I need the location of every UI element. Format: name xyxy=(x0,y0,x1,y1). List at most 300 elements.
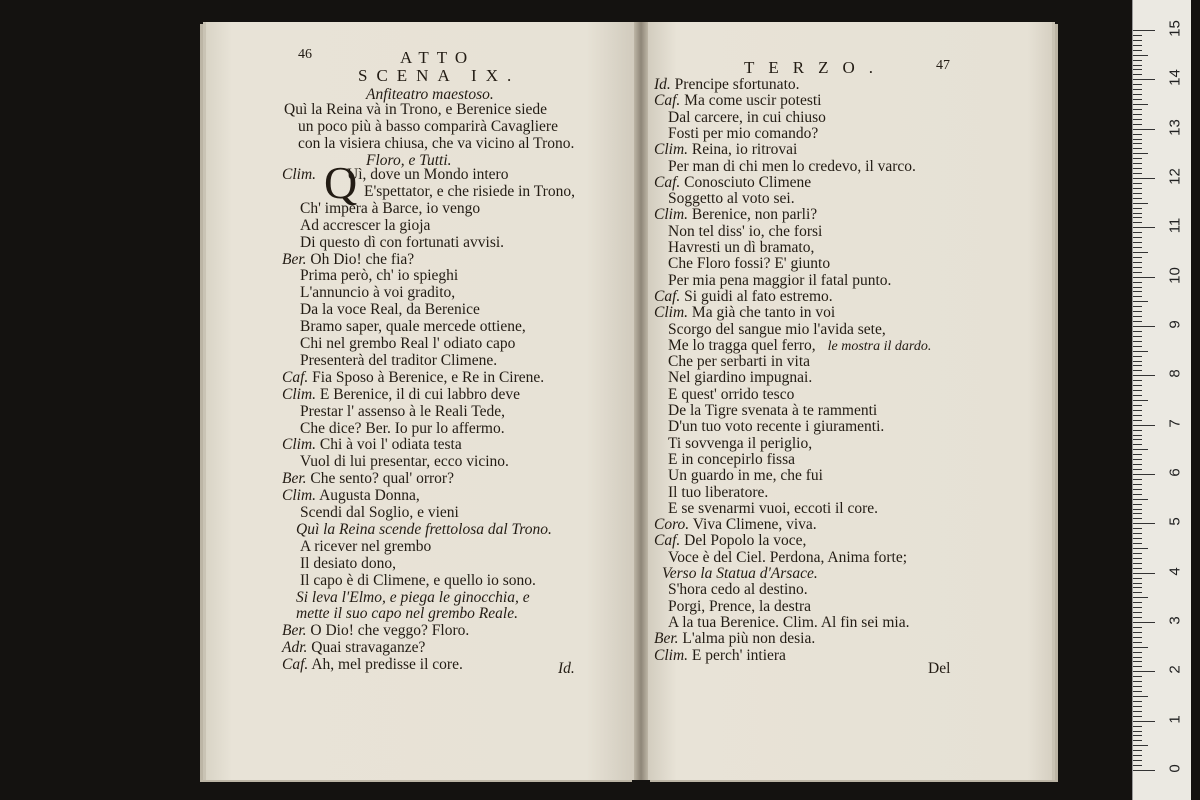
verse-line xyxy=(654,141,797,158)
ruler-tick xyxy=(1133,533,1142,534)
line-text: E in concepirlo fissa xyxy=(668,450,795,468)
ruler-number: 7 xyxy=(1166,418,1184,428)
verse-line xyxy=(296,589,530,606)
verse-line xyxy=(282,639,425,656)
line-text: Oh Dio! che fia? xyxy=(310,250,415,268)
speaker-label: Clim. xyxy=(654,206,689,224)
line-text: Augusta Donna, xyxy=(319,487,420,505)
verse-line xyxy=(296,605,518,622)
verse-line xyxy=(282,251,414,268)
line-text: Fosti per mio comando? xyxy=(668,124,819,142)
ruler-tick xyxy=(1133,143,1142,144)
verse-line xyxy=(668,581,808,598)
ruler-tick xyxy=(1133,509,1142,510)
ruler-tick xyxy=(1133,716,1142,717)
stage-direction-line: Quì la Reina và in Trono, e Berenice siede xyxy=(284,101,548,118)
ruler-number: 0 xyxy=(1166,764,1184,773)
verse-line xyxy=(668,418,884,435)
ruler-tick xyxy=(1133,232,1142,233)
ruler-tick xyxy=(1133,129,1155,130)
ruler-tick xyxy=(1133,124,1142,125)
ruler-tick xyxy=(1133,346,1142,347)
ruler-tick xyxy=(1133,252,1148,253)
ruler-tick xyxy=(1133,592,1142,593)
ruler-tick xyxy=(1133,178,1155,179)
ruler-tick xyxy=(1133,390,1142,391)
line-text: Havresti un dì bramato, xyxy=(668,239,815,256)
line-text: Vuol di lui presentar, ecco vicino. xyxy=(300,453,509,471)
ruler-number: 4 xyxy=(1166,566,1184,576)
line-text: Il tuo liberatore. xyxy=(668,483,769,501)
ruler-tick xyxy=(1133,553,1142,554)
ruler-tick xyxy=(1133,622,1155,623)
speaker-label: Clim. xyxy=(282,436,317,454)
verse-line xyxy=(668,435,812,452)
ruler-tick xyxy=(1133,479,1142,480)
ruler-tick xyxy=(1133,84,1142,85)
ruler-tick xyxy=(1133,341,1142,342)
speaker-label: Caf. xyxy=(654,92,681,110)
verse-line xyxy=(296,521,552,538)
verse-line xyxy=(654,516,817,533)
line-text: Scendi dal Soglio, e vieni xyxy=(300,504,459,521)
ruler-tick xyxy=(1133,203,1148,204)
verse-line xyxy=(300,335,515,352)
verse-line xyxy=(668,386,794,403)
ruler-tick xyxy=(1133,198,1142,199)
ruler-tick xyxy=(1133,647,1148,648)
line-text: Di questo dì con fortunati avvisi. xyxy=(300,233,505,251)
speaker-label: Id. xyxy=(654,76,671,93)
ruler-tick xyxy=(1133,740,1142,741)
ruler-tick xyxy=(1133,60,1142,61)
verse-line xyxy=(364,183,575,200)
ruler-tick xyxy=(1133,385,1142,386)
ruler-tick xyxy=(1133,439,1142,440)
ruler-tick xyxy=(1133,395,1142,396)
ruler-tick xyxy=(1133,632,1142,633)
verse-line xyxy=(654,206,817,223)
speaker-label: Clim. xyxy=(654,141,689,159)
speaker-label: Ber. xyxy=(282,622,307,640)
speaker-label: Clim. xyxy=(282,385,317,403)
ruler-tick xyxy=(1133,35,1142,36)
line-text: Voce è del Ciel. Perdona, Anima forte; xyxy=(668,548,908,566)
ruler-tick xyxy=(1133,499,1148,500)
ruler-tick xyxy=(1133,538,1142,539)
ruler-tick xyxy=(1133,671,1155,672)
ruler-tick xyxy=(1133,696,1148,697)
ruler-tick xyxy=(1133,237,1142,238)
verse-line xyxy=(668,369,812,386)
line-text: Uì, dove un Mondo intero xyxy=(347,166,509,183)
ruler-tick xyxy=(1133,415,1142,416)
verse-line xyxy=(668,500,878,517)
speaker-label: Coro. xyxy=(654,516,690,534)
ruler-tick xyxy=(1133,464,1142,465)
ruler-tick xyxy=(1133,755,1142,756)
ruler-tick xyxy=(1133,183,1142,184)
line-text: Prima però, ch' io spieghi xyxy=(300,267,459,285)
verse-line xyxy=(282,622,469,639)
ruler-tick xyxy=(1133,691,1142,692)
line-text: Il desiato dono, xyxy=(300,554,396,572)
ruler-tick xyxy=(1133,721,1155,722)
verse-line xyxy=(300,504,459,521)
ruler-tick xyxy=(1133,528,1142,529)
ruler-tick xyxy=(1133,405,1142,406)
ruler-number: 8 xyxy=(1166,369,1184,378)
line-text: De la Tigre svenata à te rammenti xyxy=(668,402,878,419)
measuring-ruler xyxy=(1132,0,1191,800)
ruler-tick xyxy=(1133,726,1142,727)
verse-line xyxy=(668,223,822,240)
ruler-tick xyxy=(1133,148,1142,149)
verse-line xyxy=(300,318,526,335)
line-text: Conosciuto Climene xyxy=(684,173,812,191)
ruler-tick xyxy=(1133,262,1142,263)
line-text: Bramo saper, quale mercede ottiene, xyxy=(300,318,526,336)
ruler-tick xyxy=(1133,208,1142,209)
ruler-tick xyxy=(1133,637,1142,638)
ruler-tick xyxy=(1133,681,1142,682)
stage-aside: le mostra il dardo. xyxy=(827,338,932,354)
ruler-tick xyxy=(1133,410,1142,411)
ruler-number: 10 xyxy=(1166,266,1184,284)
line-text: Ma come uscir potesti xyxy=(684,92,822,110)
ruler-tick xyxy=(1133,291,1142,292)
verse-line xyxy=(654,288,833,305)
ruler-tick xyxy=(1133,45,1142,46)
ruler-tick xyxy=(1133,474,1155,475)
ruler-tick xyxy=(1133,430,1142,431)
ruler-number: 5 xyxy=(1166,517,1184,526)
ruler-tick xyxy=(1133,597,1148,598)
verse-line xyxy=(668,467,823,484)
ruler-tick xyxy=(1133,607,1142,608)
ruler-tick xyxy=(1133,563,1142,564)
verse-line xyxy=(668,239,814,256)
ruler-tick xyxy=(1133,257,1142,258)
line-text: Scorgo del sangue mio l'avida sete, xyxy=(668,320,886,338)
verse-line xyxy=(668,190,795,207)
ruler-tick xyxy=(1133,94,1142,95)
ruler-tick xyxy=(1133,109,1142,110)
verse-line xyxy=(654,174,811,191)
line-text: A la tua Berenice. Clim. Al fin sei mia. xyxy=(668,613,910,631)
line-text: Soggetto al voto sei. xyxy=(668,190,795,208)
ruler-tick xyxy=(1133,706,1142,707)
ruler-tick xyxy=(1133,583,1142,584)
ruler-tick xyxy=(1133,99,1142,100)
ruler-tick xyxy=(1133,400,1148,401)
ruler-tick xyxy=(1133,153,1148,154)
line-text: D'un tuo voto recente i giuramenti. xyxy=(668,418,885,436)
ruler-tick xyxy=(1133,459,1142,460)
ruler-tick xyxy=(1133,657,1142,658)
line-text: Viva Climene, viva. xyxy=(692,516,817,534)
line-text: Non tel diss' io, che forsi xyxy=(668,222,823,240)
line-text: E quest' orrido tesco xyxy=(668,385,795,403)
line-text: L'annuncio à voi gradito, xyxy=(300,284,456,302)
ruler-tick xyxy=(1133,351,1148,352)
ruler-tick xyxy=(1133,188,1142,189)
ruler-tick xyxy=(1133,454,1142,455)
verse-line xyxy=(654,304,835,321)
ruler-tick xyxy=(1133,163,1142,164)
line-text: L'alma più non desia. xyxy=(682,630,816,648)
verse-line xyxy=(300,234,504,251)
ruler-tick xyxy=(1133,548,1148,549)
ruler-tick xyxy=(1133,227,1155,228)
ruler-tick xyxy=(1133,79,1155,80)
verse-line xyxy=(300,403,505,420)
ruler-tick xyxy=(1133,316,1142,317)
ruler-tick xyxy=(1133,272,1142,273)
line-text: Che sento? qual' orror? xyxy=(310,470,454,488)
verse-line xyxy=(282,470,454,487)
ruler-tick xyxy=(1133,65,1142,66)
ruler-tick xyxy=(1133,420,1142,421)
ruler-tick xyxy=(1133,602,1142,603)
ruler-tick xyxy=(1133,735,1142,736)
verse-line xyxy=(668,321,886,338)
ruler-tick xyxy=(1133,213,1142,214)
ruler-tick xyxy=(1133,518,1142,519)
ruler-tick xyxy=(1133,326,1155,327)
ruler-tick xyxy=(1133,375,1155,376)
speaker-label: Adr. xyxy=(282,639,308,657)
ruler-tick xyxy=(1133,277,1155,278)
ruler-tick xyxy=(1133,287,1142,288)
verse-line xyxy=(662,565,818,582)
book-gutter xyxy=(634,22,648,780)
ruler-tick xyxy=(1133,168,1142,169)
ruler-number: 15 xyxy=(1166,20,1184,37)
verse-line xyxy=(300,555,396,572)
ruler-tick xyxy=(1133,513,1142,514)
line-text: S'hora cedo al destino. xyxy=(668,581,808,599)
verse-line xyxy=(668,353,810,370)
ruler-tick xyxy=(1133,104,1148,105)
ruler-tick xyxy=(1133,770,1155,771)
verse-line xyxy=(300,572,536,589)
ruler-tick xyxy=(1133,365,1142,366)
decorated-initial: Q xyxy=(324,157,358,208)
line-text: Dal carcere, in cui chiuso xyxy=(668,108,826,126)
ruler-number: 1 xyxy=(1166,714,1184,724)
line-text: A ricever nel grembo xyxy=(300,537,432,555)
ruler-tick xyxy=(1133,711,1142,712)
ruler-tick xyxy=(1133,494,1142,495)
line-text: Prencipe sfortunato. xyxy=(674,76,800,93)
ruler-number: 3 xyxy=(1166,616,1184,625)
stage-direction: Si leva l'Elmo, e piega le ginocchia, e xyxy=(296,588,530,606)
ruler-number: 6 xyxy=(1166,468,1184,477)
ruler-tick xyxy=(1133,114,1142,115)
verse-line xyxy=(282,369,544,386)
verse-line xyxy=(668,337,931,355)
verse-line xyxy=(300,301,480,318)
ruler-tick xyxy=(1133,361,1142,362)
verse-line xyxy=(668,158,916,175)
verse-line xyxy=(668,255,830,272)
verse-line xyxy=(654,532,806,549)
verse-line xyxy=(300,420,505,437)
ruler-tick xyxy=(1133,247,1142,248)
line-text: Del Popolo la voce, xyxy=(684,532,807,550)
verse-line xyxy=(654,647,786,664)
line-text: Da la voce Real, da Berenice xyxy=(300,301,480,319)
ruler-tick xyxy=(1133,119,1142,120)
verse-line xyxy=(300,284,455,301)
ruler-number: 9 xyxy=(1166,320,1184,329)
line-text: Chi nel grembo Real l' odiato capo xyxy=(300,335,516,352)
line-text: Per mia pena maggior il fatal punto. xyxy=(668,271,892,289)
verse-line xyxy=(668,109,826,126)
verse-line xyxy=(668,598,811,615)
line-text: Quai stravaganze? xyxy=(311,639,426,657)
ruler-number: 12 xyxy=(1166,168,1184,185)
ruler-tick xyxy=(1133,617,1142,618)
speaker-label: Caf. xyxy=(654,173,681,191)
ruler-tick xyxy=(1133,336,1142,337)
ruler-tick xyxy=(1133,661,1142,662)
ruler-tick xyxy=(1133,193,1142,194)
ruler-tick xyxy=(1133,750,1142,751)
ruler-tick xyxy=(1133,370,1142,371)
ruler-tick xyxy=(1133,40,1142,41)
ruler-tick xyxy=(1133,469,1142,470)
ruler-tick xyxy=(1133,666,1142,667)
verse-line xyxy=(668,402,877,419)
characters-on-stage: Floro, e Tutti. xyxy=(366,152,452,169)
verse-line xyxy=(300,352,497,369)
ruler-tick xyxy=(1133,652,1142,653)
verse-line xyxy=(282,386,520,403)
line-text: Ad accrescer la gioja xyxy=(300,216,431,234)
line-text: Un guardo in me, che fui xyxy=(668,467,823,485)
ruler-tick xyxy=(1133,321,1142,322)
line-text: Che per serbarti in vita xyxy=(668,353,811,371)
ruler-tick xyxy=(1133,489,1142,490)
line-text: Per man di chi men lo credevo, il varco. xyxy=(668,157,916,175)
left-page-number: 46 xyxy=(298,47,312,62)
ruler-tick xyxy=(1133,760,1142,761)
speaker-label: Ber. xyxy=(282,470,307,488)
speaker-label: Caf. xyxy=(282,656,309,674)
line-text: E perch' intiera xyxy=(691,646,786,664)
right-catchword: Del xyxy=(928,660,951,677)
left-catchword: Id. xyxy=(558,660,575,677)
ruler-tick xyxy=(1133,686,1142,687)
ruler-tick xyxy=(1133,30,1155,31)
ruler-number: 14 xyxy=(1166,69,1184,87)
ruler-tick xyxy=(1133,139,1142,140)
stage-direction: Verso la Statua d'Arsace. xyxy=(662,565,818,582)
line-text: Ch' impera à Barce, io vengo xyxy=(300,199,481,217)
ruler-tick xyxy=(1133,306,1142,307)
running-head-right: TERZO. xyxy=(744,58,888,77)
ruler-tick xyxy=(1133,158,1142,159)
ruler-tick xyxy=(1133,173,1142,174)
line-text: Che dice? Ber. Io pur lo affermo. xyxy=(300,419,505,437)
stage-direction: Quì la Reina scende frettolosa dal Trono. xyxy=(296,520,552,538)
right-page-number: 47 xyxy=(936,58,950,73)
verse-line xyxy=(300,538,431,555)
verse-line xyxy=(668,484,768,501)
ruler-tick xyxy=(1133,676,1142,677)
ruler-tick xyxy=(1133,435,1142,436)
verse-line xyxy=(300,217,430,234)
line-text: Ah, mel predisse il core. xyxy=(311,656,463,674)
ruler-tick xyxy=(1133,568,1142,569)
ruler-tick xyxy=(1133,217,1142,218)
speaker-label: Ber. xyxy=(654,630,679,648)
verse-line xyxy=(300,453,509,470)
scene-heading: SCENA IX. xyxy=(358,66,521,85)
ruler-tick xyxy=(1133,701,1142,702)
verse-line xyxy=(300,200,480,217)
ruler-tick xyxy=(1133,380,1142,381)
ruler-number: 13 xyxy=(1166,118,1184,136)
ruler-tick xyxy=(1133,74,1142,75)
verse-line xyxy=(668,272,891,289)
verse-line xyxy=(668,125,818,142)
speaker-label: Caf. xyxy=(654,287,681,305)
stage-direction-line: con la visiera chiusa, che va vicino al Trono. xyxy=(298,135,575,152)
line-text: Ti sovvenga il periglio, xyxy=(668,434,813,452)
line-text: Porgi, Prence, la destra xyxy=(668,597,812,615)
ruler-tick xyxy=(1133,578,1142,579)
ruler-tick xyxy=(1133,627,1142,628)
ruler-number: 2 xyxy=(1166,665,1184,674)
ruler-tick xyxy=(1133,425,1155,426)
ruler-tick xyxy=(1133,449,1148,450)
ruler-tick xyxy=(1133,612,1142,613)
speaker-label: Caf. xyxy=(654,532,681,550)
speaker-label: Clim. xyxy=(654,646,689,664)
ruler-tick xyxy=(1133,573,1155,574)
ruler-tick xyxy=(1133,69,1142,70)
line-text: Si guidi al fato estremo. xyxy=(684,287,833,305)
verse-line xyxy=(282,166,508,183)
line-text: Me lo tragga quel ferro, xyxy=(668,336,816,354)
line-text: Presenterà del traditor Climene. xyxy=(300,351,498,369)
ruler-tick xyxy=(1133,50,1142,51)
line-text: O Dio! che veggo? Floro. xyxy=(310,622,470,640)
line-text: E Berenice, il di cui labbro deve xyxy=(319,385,521,403)
ruler-tick xyxy=(1133,331,1142,332)
ruler-tick xyxy=(1133,558,1142,559)
ruler-tick xyxy=(1133,543,1142,544)
ruler-tick xyxy=(1133,765,1142,766)
ruler-tick xyxy=(1133,134,1142,135)
speaker-label: Ber. xyxy=(282,250,307,268)
scene-setting: Anfiteatro maestoso. xyxy=(366,86,494,103)
verse-line xyxy=(282,436,462,453)
ruler-tick xyxy=(1133,296,1142,297)
ruler-tick xyxy=(1133,282,1142,283)
ruler-tick xyxy=(1133,301,1148,302)
line-text: Il capo è di Climene, e quello io sono. xyxy=(300,571,536,589)
line-text: Nel giardino impugnai. xyxy=(668,369,813,387)
ruler-tick xyxy=(1133,731,1142,732)
verse-line xyxy=(654,630,815,647)
ruler-tick xyxy=(1133,356,1142,357)
stage-direction: mette il suo capo nel grembo Reale. xyxy=(296,605,518,623)
verse-line xyxy=(668,451,795,468)
